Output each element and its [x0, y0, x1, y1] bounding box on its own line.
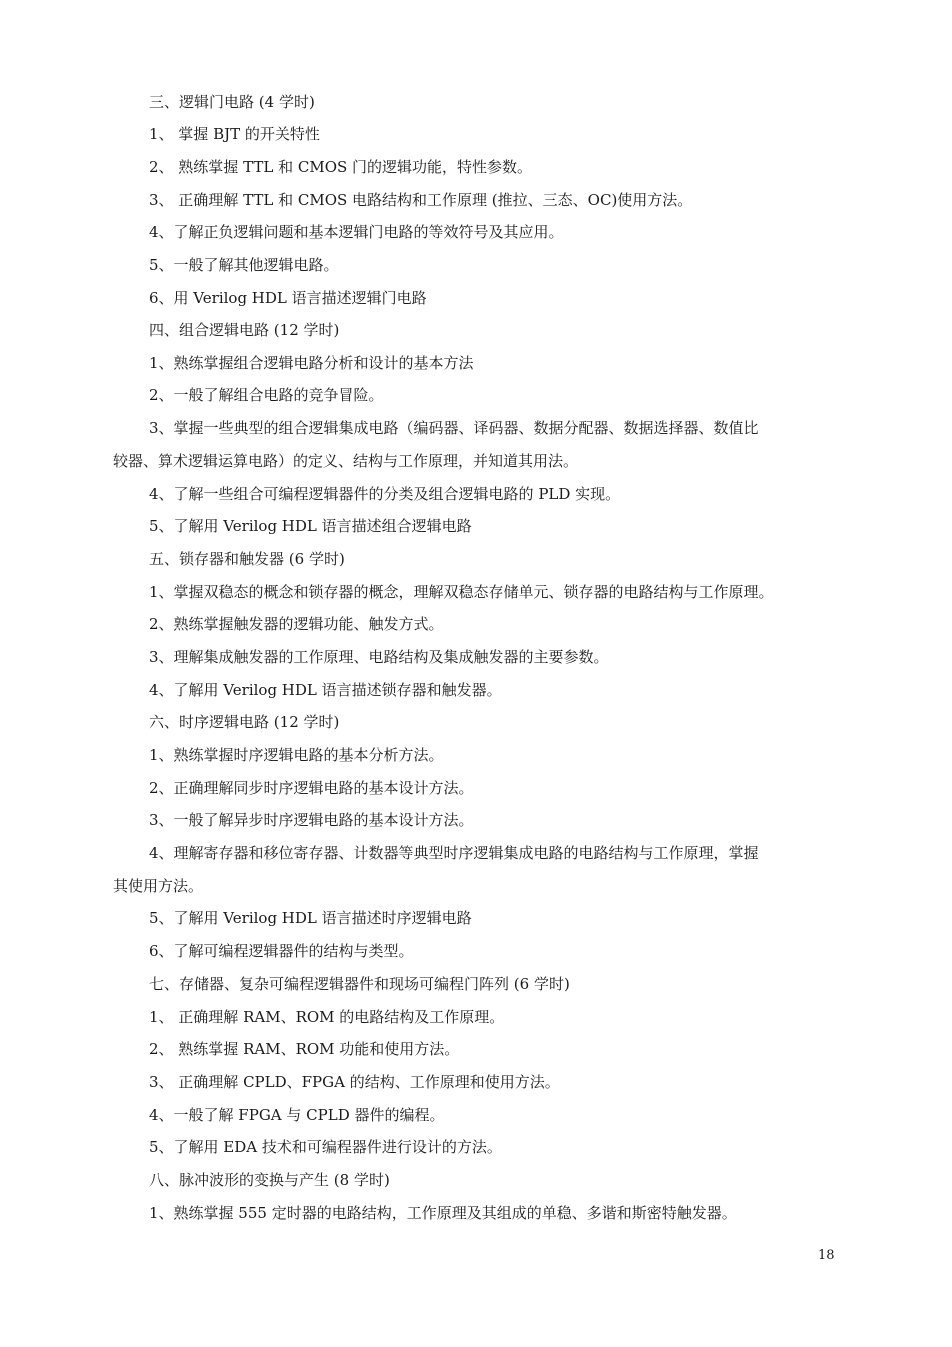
section-hours: (4 学时)	[258, 93, 315, 111]
list-item: 5、了解用 EDA 技术和可编程器件进行设计的方法。	[149, 1138, 502, 1156]
list-item: 2、正确理解同步时序逻辑电路的基本设计方法。	[149, 779, 474, 797]
section-hours: (6 学时)	[288, 550, 345, 568]
list-item: 3、 正确理解 TTL 和 CMOS 电路结构和工作原理 (推拉、三态、OC)使用方法。	[149, 191, 693, 209]
list-item: 4、理解寄存器和移位寄存器、计数器等典型时序逻辑集成电路的电路结构与工作原理，掌握	[149, 844, 759, 862]
list-item: 2、 熟练掌握 RAM、ROM 功能和使用方法。	[149, 1040, 460, 1058]
list-item-continuation: 其使用方法。	[113, 877, 204, 895]
list-item: 6、了解可编程逻辑器件的结构与类型。	[149, 942, 414, 960]
section-heading	[149, 1167, 843, 1193]
section-heading	[149, 317, 843, 343]
section-heading	[149, 971, 843, 997]
section-title: 八、脉冲波形的变换与产生	[149, 1171, 330, 1189]
list-item: 4、一般了解 FPGA 与 CPLD 器件的编程。	[149, 1106, 445, 1124]
list-item-continuation: 较器、算术逻辑运算电路）的定义、结构与工作原理，并知道其用法。	[113, 452, 579, 470]
list-item: 4、了解用 Verilog HDL 语言描述锁存器和触发器。	[149, 681, 502, 699]
section-title: 六、时序逻辑电路	[149, 713, 270, 731]
list-item: 1、熟练掌握组合逻辑电路分析和设计的基本方法	[149, 354, 474, 372]
list-item: 2、一般了解组合电路的竞争冒险。	[149, 386, 384, 404]
list-item: 3、理解集成触发器的工作原理、电路结构及集成触发器的主要参数。	[149, 648, 609, 666]
list-item: 1、掌握双稳态的概念和锁存器的概念，理解双稳态存储单元、锁存器的电路结构与工作原理。	[149, 583, 774, 601]
section-title: 五、锁存器和触发器	[149, 550, 285, 568]
section-hours: (12 学时)	[273, 713, 340, 731]
section-title: 七、存储器、复杂可编程逻辑器件和现场可编程门阵列	[149, 975, 510, 993]
section-hours: (6 学时)	[513, 975, 570, 993]
list-item: 4、了解正负逻辑问题和基本逻辑门电路的等效符号及其应用。	[149, 223, 564, 241]
list-item: 5、一般了解其他逻辑电路。	[149, 256, 339, 274]
page-number: 18	[818, 1248, 835, 1263]
list-item: 3、掌握一些典型的组合逻辑集成电路（编码器、译码器、数据分配器、数据选择器、数值比	[149, 419, 759, 437]
section-title: 四、组合逻辑电路	[149, 321, 270, 339]
list-item: 1、 正确理解 RAM、ROM 的电路结构及工作原理。	[149, 1008, 505, 1026]
list-item: 3、 正确理解 CPLD、FPGA 的结构、工作原理和使用方法。	[149, 1073, 560, 1091]
list-item: 1、 掌握 BJT 的开关特性	[149, 125, 320, 143]
list-item: 3、一般了解异步时序逻辑电路的基本设计方法。	[149, 811, 474, 829]
section-heading	[149, 546, 843, 572]
list-item: 6、用 Verilog HDL 语言描述逻辑门电路	[149, 289, 427, 307]
section-heading	[149, 89, 843, 115]
list-item: 5、了解用 Verilog HDL 语言描述组合逻辑电路	[149, 517, 472, 535]
section-title: 三、逻辑门电路	[149, 93, 255, 111]
list-item: 2、 熟练掌握 TTL 和 CMOS 门的逻辑功能，特性参数。	[149, 158, 533, 176]
list-item: 5、了解用 Verilog HDL 语言描述时序逻辑电路	[149, 909, 472, 927]
list-item: 4、了解一些组合可编程逻辑器件的分类及组合逻辑电路的 PLD 实现。	[149, 485, 621, 503]
section-hours: (8 学时)	[333, 1171, 390, 1189]
list-item: 1、熟练掌握时序逻辑电路的基本分析方法。	[149, 746, 444, 764]
list-item: 1、熟练掌握 555 定时器的电路结构，工作原理及其组成的单稳、多谐和斯密特触发器。	[149, 1204, 737, 1222]
list-item: 2、熟练掌握触发器的逻辑功能、触发方式。	[149, 615, 444, 633]
section-hours: (12 学时)	[273, 321, 340, 339]
section-heading	[149, 709, 843, 735]
